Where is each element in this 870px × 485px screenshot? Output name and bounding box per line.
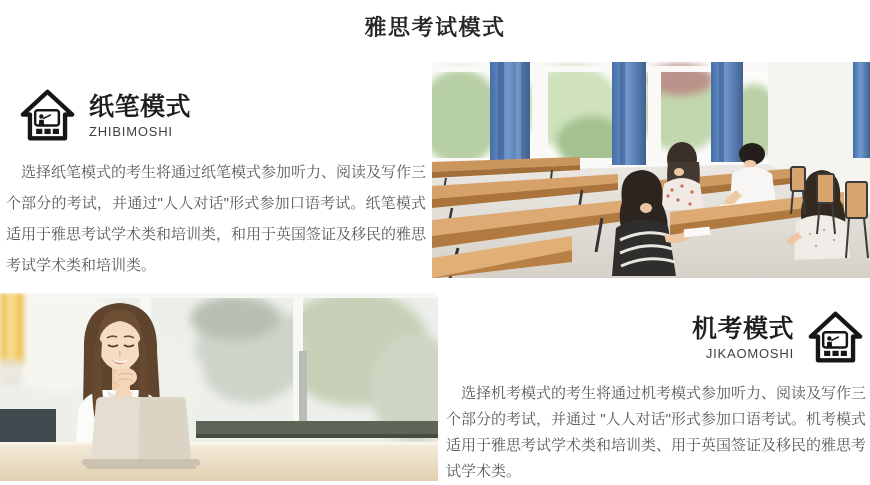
- computer-mode-description: 选择机考模式的考生将通过机考模式参加听力、阅读及写作三个部分的考试，并通过 "人人对话"形式参加口语考试。机考模式适用于雅思考试学术类和培训类、用于英国签证及移民的雅思考试学术类。: [446, 385, 867, 480]
- computer-mode-heading-row: [446, 310, 864, 365]
- paper-mode-description: 选择纸笔模式的考生将通过纸笔模式参加听力、阅读及写作三个部分的考试，并通过"人人对话"形式参加口语考试。纸笔模式适用于雅思考试学术类和培训类，和用于英国签证及移民的雅思考试学术类和培训类。: [6, 164, 427, 274]
- page-title: 雅思考试模式: [364, 15, 506, 40]
- paper-mode-heading-row: [19, 88, 426, 143]
- classroom-photo: [432, 62, 870, 278]
- paper-mode-subtitle: ZHIBIMOSHI: [89, 124, 173, 139]
- student-laptop-photo: [0, 293, 438, 481]
- computer-mode-heading-text: [692, 314, 794, 361]
- computer-mode-title: 机考模式: [691, 315, 794, 343]
- classroom-house-icon: [19, 88, 76, 143]
- computer-mode-text-column: [446, 310, 866, 485]
- paper-mode-heading-text: [89, 92, 191, 139]
- paper-mode-title: 纸笔模式: [89, 93, 192, 121]
- computer-mode-subtitle: JIKAOMOSHI: [705, 346, 794, 361]
- classroom-house-icon: [807, 310, 864, 365]
- paper-mode-text-column: [6, 88, 426, 281]
